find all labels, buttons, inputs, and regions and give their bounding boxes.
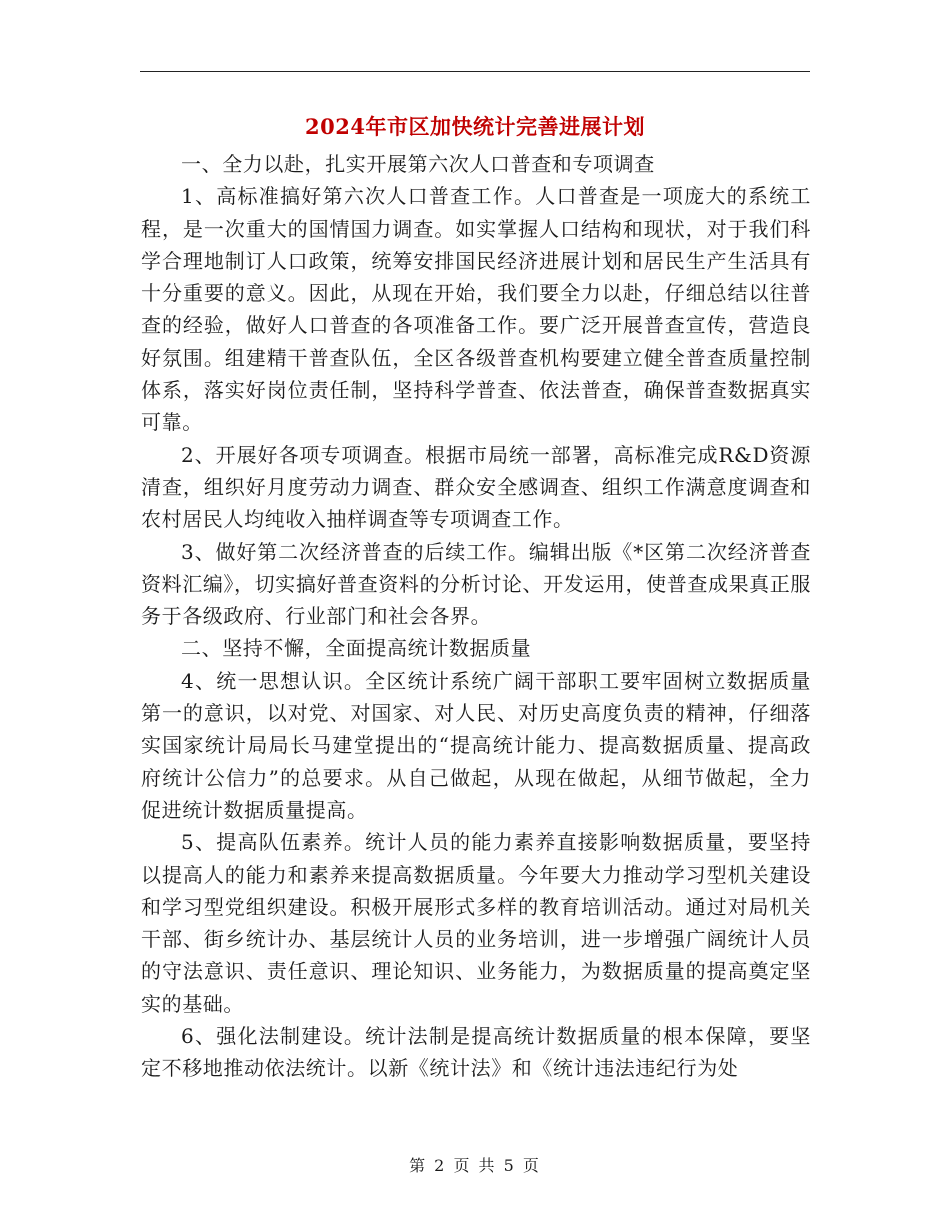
paragraph-3: 3、做好第二次经济普查的后续工作。编辑出版《*区第二次经济普查资料汇编》，切实搞好普查资料的分析讨论、开发运用，使普查成果真正服务于各级政府、行业部门和社会各界。 xyxy=(141,539,811,629)
paragraph-2: 2、开展好各项专项调查。根据市局统一部署，高标准完成R&D资源清查，组织好月度劳动力调查、群众安全感调查、组织工作满意度调查和农村居民人均纯收入抽样调查等专项调查工作。 xyxy=(141,442,811,532)
paragraph-5: 5、提高队伍素养。统计人员的能力素养直接影响数据质量，要坚持以提高人的能力和素养来提高数据质量。今年要大力推动学习型机关建设和学习型党组织建设。积极开展形式多样的教育培训活动。通过对局机关干部、街乡统计办、基层统计人员的业务培训，进一步增强广阔统计人员的守法意识、责任意识、理论知识、业务能力，为数据质量的提高奠定坚实的基础。 xyxy=(141,830,811,1016)
document-title: 2024年市区加快统计完善进展计划 xyxy=(305,114,645,139)
paragraph-1: 1、高标准搞好第六次人口普查工作。人口普查是一项庞大的系统工程，是一次重大的国情国力调查。如实掌握人口结构和现状，对于我们科学合理地制订人口政策，统筹安排国民经济进展计划和居民生产生活具有十分重要的意义。因此，从现在开始，我们要全力以赴，仔细总结以往普查的经验，做好人口普查的各项准备工作。要广泛开展普查宣传，营造良好氛围。组建精干普查队伍，全区各级普查机构要建立健全普查质量控制体系，落实好岗位责任制，坚持科学普查、依法普查，确保普查数据真实可靠。 xyxy=(141,184,811,435)
document-body xyxy=(141,148,811,1085)
section-heading-1: 一、全力以赴，扎实开展第六次人口普查和专项调查 xyxy=(181,152,655,176)
paragraph-6: 6、强化法制建设。统计法制是提高统计数据质量的根本保障，要坚定不移地推动依法统计。以新《统计法》和《统计违法违纪行为处 xyxy=(141,1024,811,1081)
header-rule xyxy=(140,71,810,72)
page-footer: 第 2 页 共 5 页 xyxy=(409,1156,541,1175)
section-heading-2: 二、坚持不懈，全面提高统计数据质量 xyxy=(181,636,532,661)
paragraph-4: 4、统一思想认识。全区统计系统广阔干部职工要牢固树立数据质量第一的意识，以对党、对国家、对人民、对历史高度负责的精神，仔细落实国家统计局局长马建堂提出的“提高统计能力、提高数据质量、提高政府统计公信力”的总要求。从自己做起，从现在做起，从细节做起，全力促进统计数据质量提高。 xyxy=(141,668,811,822)
